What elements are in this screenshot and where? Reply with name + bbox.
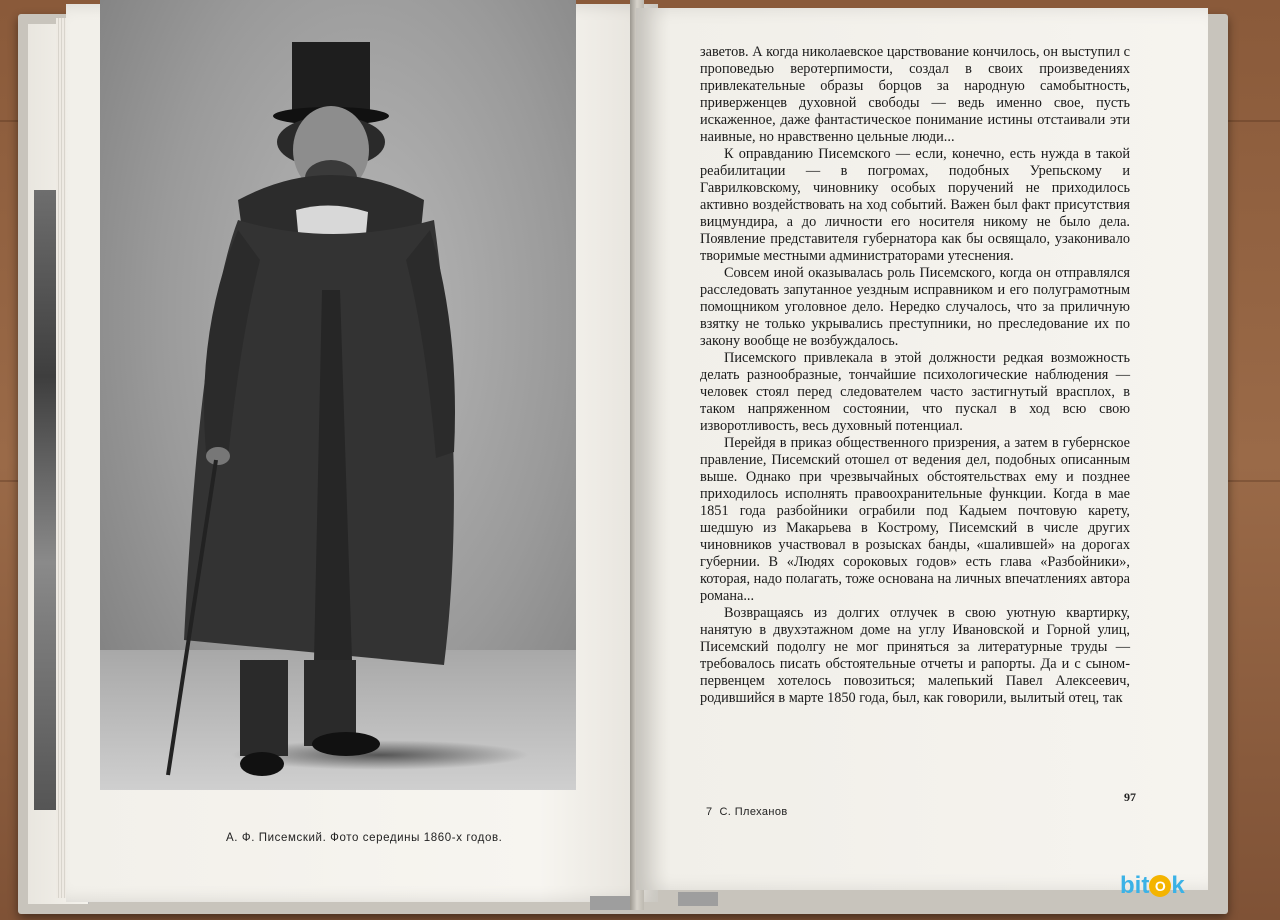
page-number: 97 bbox=[1124, 790, 1136, 804]
printer-signature bbox=[706, 806, 788, 818]
paragraph: Возвращаясь из долгих отлучек в свою уютную квартирку, нанятую в двухэтажном доме на углу Ивановской и Горной улиц, Писемский подолгу не мог приняться за литературные труды — требовалось писать обстоятельные отчеты и рапорты. Да и с сыном-первенцем хотелось повозиться; малепький Павел Алексеевич, родившийся в марте 1850 года, был, как говорили, вылитый отец, так bbox=[700, 605, 1130, 706]
portrait-photo bbox=[100, 0, 576, 790]
portrait-figure bbox=[100, 0, 576, 790]
signature-number: 7 bbox=[706, 806, 713, 818]
paragraph: Совсем иной оказывалась роль Писемского, когда он отправлялся расследовать запутанное уездным исправником и его полуграмотным помощником уголовное дело. Нередко случалось, что за приличную взятку не только укрывались преступники, но преследование их по закону вообще не возбуждалось. bbox=[700, 265, 1130, 349]
body-text bbox=[700, 44, 1130, 707]
photo-caption: А. Ф. Писемский. Фото середины 1860-х годов. bbox=[226, 832, 503, 844]
watermark-text-start: bit bbox=[1120, 872, 1150, 899]
watermark-logo bbox=[1120, 872, 1185, 900]
paragraph: К оправданию Писемского — если, конечно, есть нужда в такой реабилитации — в погромах, подобных Урепьскому и Гаврилковскому, чиновнику особых поручений не приходилось активно воздействовать на ход событий. Важен был факт присутствия вицмундира, а до личности его носителя никому не было дела. Появление представителя губернатора как бы освящало, узаконивало творимые местными администраторами утеснения. bbox=[700, 146, 1130, 264]
paragraph: заветов. А когда николаевское царствование кончилось, он выступил с проповедью веротерпимости, создал в своих произведениях привлекательные образы борцов за народную самобытность, приверженцев духовной свободы — ведь именно свое, пусть искаженное, даже фантастическое понимание истины отстаивали эти наивные, но нравственно цельные люди... bbox=[700, 44, 1130, 145]
paragraph: Писемского привлекала в этой должности редкая возможность делать разнообразные, тончайшие психологические наблюдения — человек стоял перед следователем часто застигнутый врасплох, в таком напряженном состоянии, что пускал в ход всю свою изворотливость, весь духовный потенциал. bbox=[700, 350, 1130, 434]
watermark-text-end: k bbox=[1171, 872, 1185, 899]
bookmark-ribbon bbox=[590, 896, 630, 910]
paragraph: Перейдя в приказ общественного призрения, а затем в губернское правление, Писемский отошел от ведения дел, подобных описанным выше. Однако при чрезвычайных обстоятельствах ему и позднее приходилось исполнять правоохранительные функции. Когда в мае 1851 года разбойники ограбили под Кадыем почтовую карету, шедшую из Макарьева в Кострому, Писемский в числе других чиновников участвовал в розысках банды, «шалившей» на дорогах губернии. В «Людях сороковых годов» есть глава «Разбойники», которая, надо полагать, тоже основана на личных впечатлениях автора романа... bbox=[700, 435, 1130, 604]
bookmark-ribbon bbox=[678, 892, 718, 906]
signature-author: С. Плеханов bbox=[719, 806, 788, 818]
watermark-o-icon: O bbox=[1149, 875, 1171, 897]
